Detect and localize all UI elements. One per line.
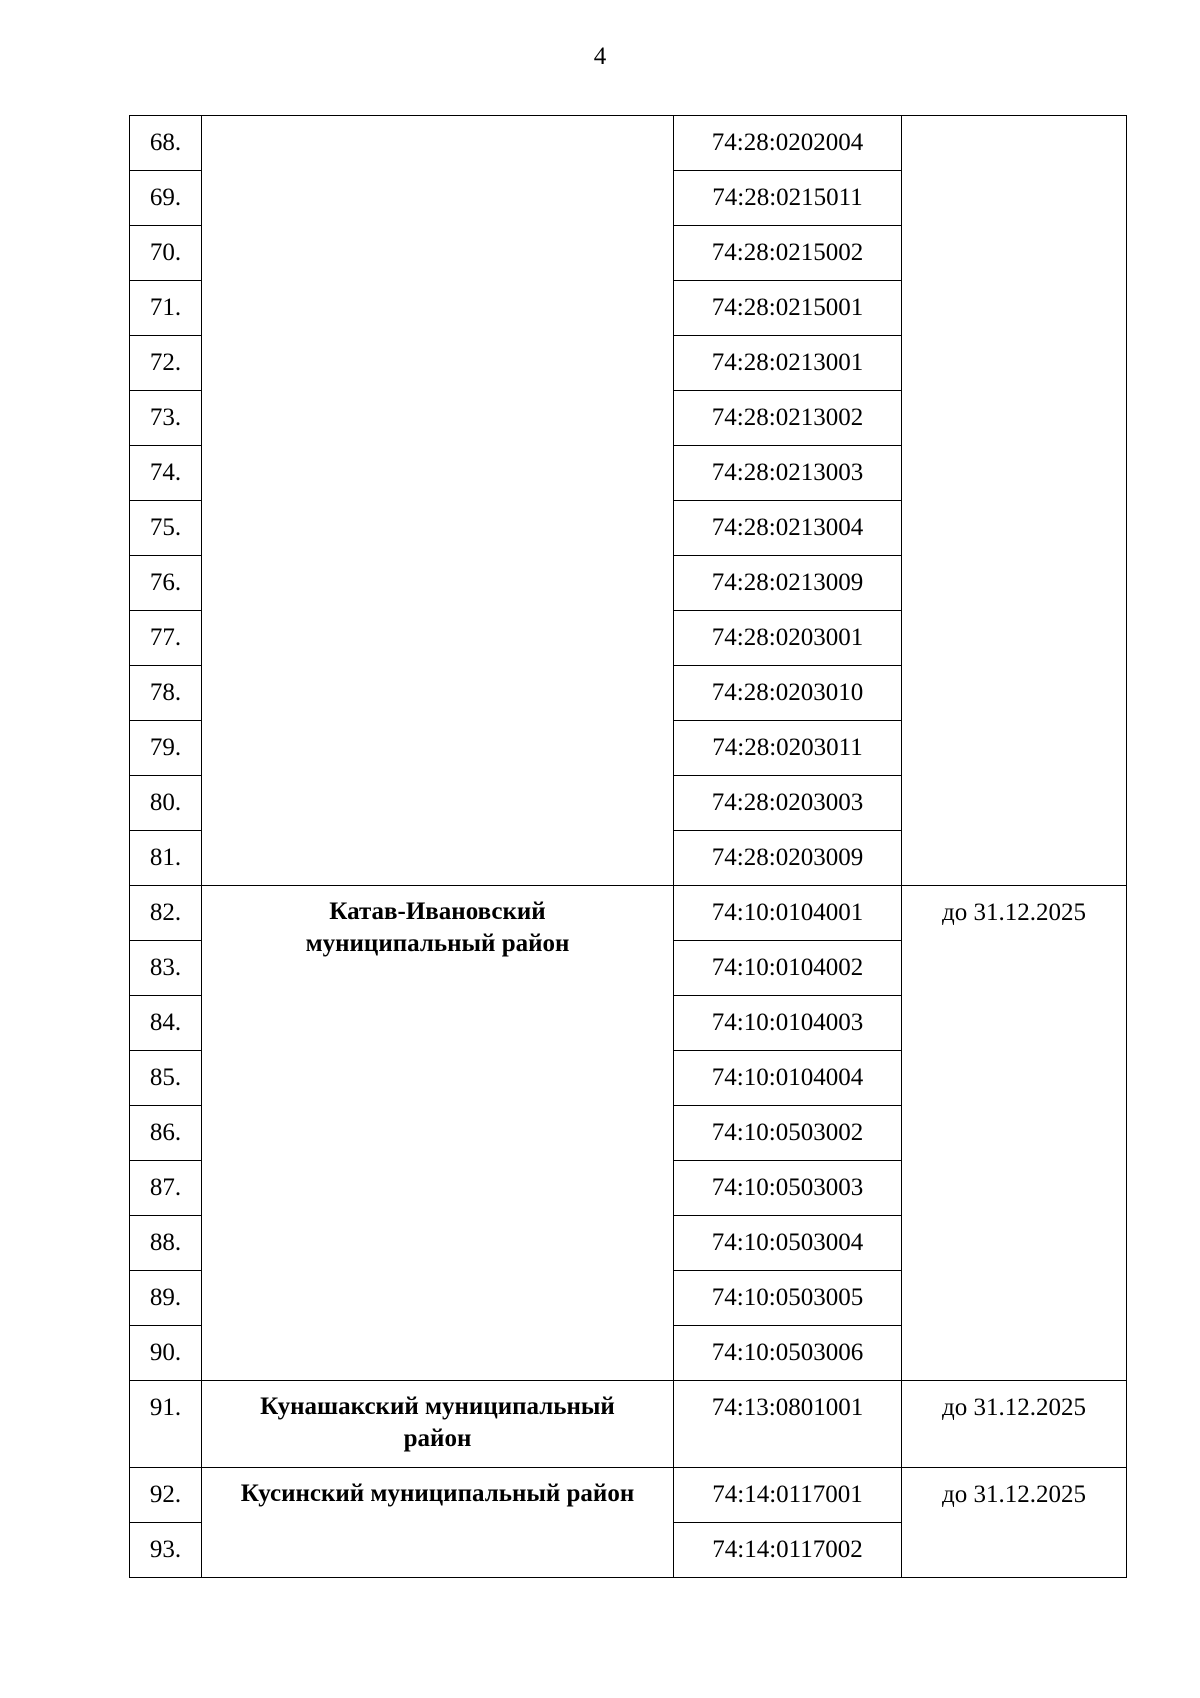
cadastral-code: 74:14:0117002 [674,1523,902,1578]
row-number: 83. [130,941,202,996]
region-name: Кусинский муниципальный район [202,1468,674,1578]
row-number: 69. [130,171,202,226]
deadline: до 31.12.2025 [902,1468,1127,1578]
cadastral-code: 74:10:0503005 [674,1271,902,1326]
row-number: 77. [130,611,202,666]
row-number: 91. [130,1381,202,1468]
row-number: 90. [130,1326,202,1381]
cadastral-code: 74:28:0203001 [674,611,902,666]
cadastral-code: 74:28:0213001 [674,336,902,391]
cadastral-code: 74:10:0503004 [674,1216,902,1271]
row-number: 71. [130,281,202,336]
row-number: 92. [130,1468,202,1523]
deadline: до 31.12.2025 [902,886,1127,1381]
row-number: 85. [130,1051,202,1106]
row-number: 88. [130,1216,202,1271]
cadastral-code: 74:10:0104001 [674,886,902,941]
table-row [130,116,1127,171]
row-number: 78. [130,666,202,721]
row-number: 72. [130,336,202,391]
cadastral-code: 74:10:0104002 [674,941,902,996]
row-number: 75. [130,501,202,556]
cadastral-code: 74:28:0203011 [674,721,902,776]
row-number: 68. [130,116,202,171]
row-number: 80. [130,776,202,831]
cadastral-code: 74:10:0104004 [674,1051,902,1106]
row-number: 82. [130,886,202,941]
cadastral-code: 74:28:0213009 [674,556,902,611]
deadline-cell-continued [902,116,1127,886]
row-number: 81. [130,831,202,886]
cadastral-code: 74:10:0503006 [674,1326,902,1381]
cadastral-code: 74:28:0213002 [674,391,902,446]
deadline: до 31.12.2025 [902,1381,1127,1468]
cadastral-code: 74:28:0215002 [674,226,902,281]
cadastral-code: 74:10:0104003 [674,996,902,1051]
row-number: 93. [130,1523,202,1578]
cadastral-code: 74:28:0215001 [674,281,902,336]
cadastral-code: 74:28:0203009 [674,831,902,886]
row-number: 76. [130,556,202,611]
cadastral-code: 74:28:0203003 [674,776,902,831]
region-name: Кунашакский муниципальный район [202,1381,674,1468]
row-number: 79. [130,721,202,776]
region-name: Катав-Ивановский муниципальный район [202,886,674,1381]
table-row [130,886,1127,941]
row-number: 87. [130,1161,202,1216]
cadastral-table [129,115,1127,1578]
cadastral-code: 74:14:0117001 [674,1468,902,1523]
row-number: 70. [130,226,202,281]
cadastral-code: 74:28:0213004 [674,501,902,556]
row-number: 84. [130,996,202,1051]
cadastral-code: 74:10:0503002 [674,1106,902,1161]
cadastral-code: 74:28:0213003 [674,446,902,501]
row-number: 73. [130,391,202,446]
cadastral-code: 74:28:0203010 [674,666,902,721]
table-row [130,1381,1127,1468]
cadastral-code: 74:28:0215011 [674,171,902,226]
page-number: 4 [593,43,607,70]
cadastral-code: 74:28:0202004 [674,116,902,171]
cadastral-code: 74:10:0503003 [674,1161,902,1216]
row-number: 89. [130,1271,202,1326]
row-number: 86. [130,1106,202,1161]
region-cell-continued [202,116,674,886]
table-row [130,1468,1127,1523]
row-number: 74. [130,446,202,501]
cadastral-code: 74:13:0801001 [674,1381,902,1468]
